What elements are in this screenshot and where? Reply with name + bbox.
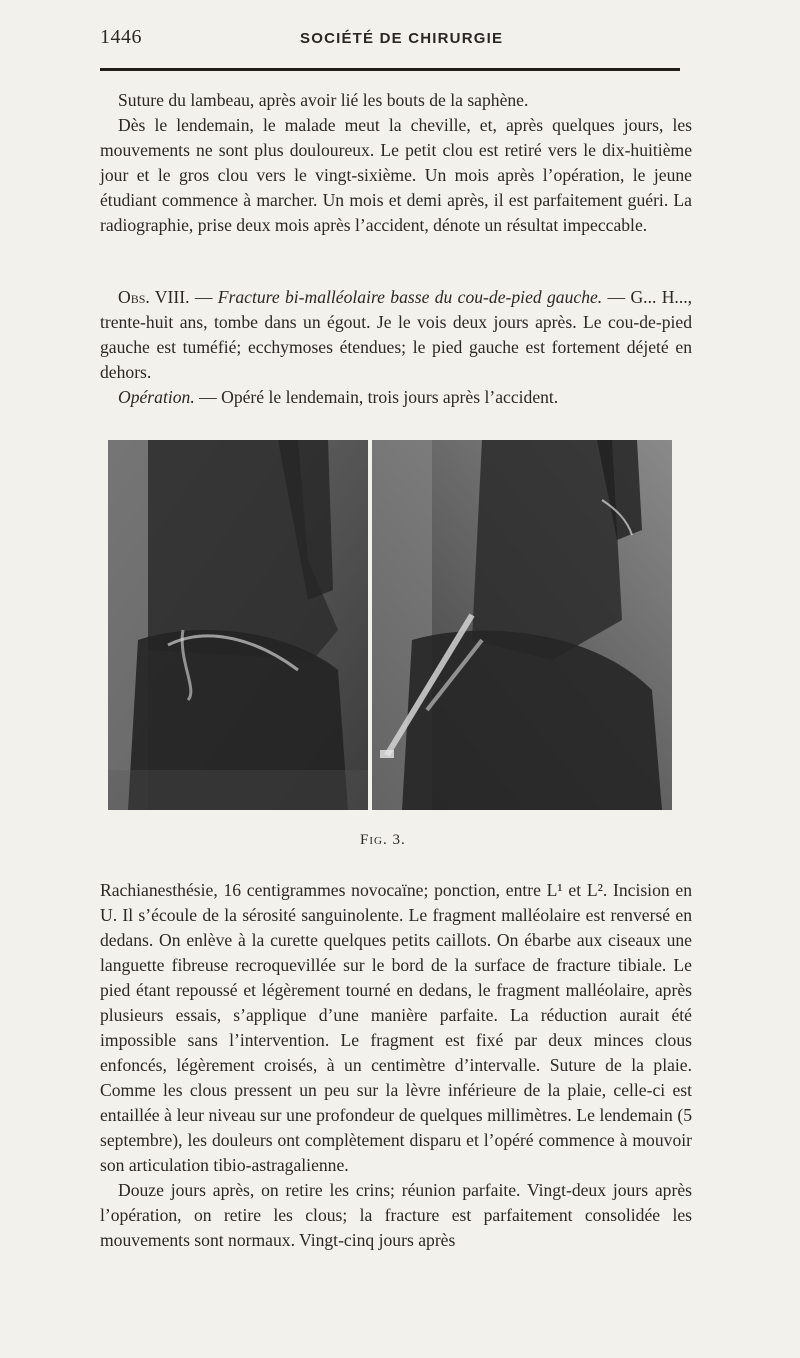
observation-dash: — [189, 287, 218, 307]
xray-right-drawing [372, 440, 672, 810]
paragraph: Douze jours après, on retire les crins; réunion parfaite. Vingt-deux jours après l’opération, on retire les clous; la fracture est parfaitement consolidée les mouvements sont normaux. Vingt-cinq jours après [100, 1180, 692, 1250]
xray-left-drawing [108, 440, 368, 810]
observation-title: Fracture bi-malléolaire basse du cou-de-pied gauche. [217, 287, 603, 307]
operation-paragraph [100, 385, 692, 410]
xray-figure [108, 440, 672, 810]
xray-image-left [108, 440, 368, 810]
observation-paragraph [100, 285, 692, 385]
text-block-3 [100, 878, 692, 1253]
page-number: 1446 [100, 26, 142, 48]
operation-label: Opération. [118, 387, 195, 407]
operation-text: — Opéré le lendemain, trois jours après l’accident. [194, 387, 559, 407]
text-block-2 [100, 285, 692, 410]
running-head: SOCIÉTÉ DE CHIRURGIE [300, 30, 504, 47]
paragraph: Suture du lambeau, après avoir lié les bouts de la saphène. [118, 90, 529, 110]
observation-label: Obs. VIII. [118, 287, 190, 307]
page-header [100, 24, 680, 54]
observation-text: — G... H..., trente-huit ans, tombe dans un égout. Je le vois deux jours après. Le cou-de-pied gauche est tuméfié; ecchymoses étendues; le pied gauche est fortement déjeté en dehors. [100, 287, 693, 382]
paragraph: Rachianesthésie, 16 centigrammes novocaïne; ponction, entre L¹ et L². Incision en U. Il s’écoule de la sérosité sanguinolente. Le fragment malléolaire est renversé en dedans. On enlève à la curette quelques petits caillots. On ébarbe aux ciseaux une languette fibreuse recroquevillée sur le bord de la surface de fracture tibiale. Le pied étant repoussé et légèrement tourné en dedans, le fragment malléolaire, après plusieurs essais, s’applique d’une manière parfaite. La réduction aurait été impossible sans l’intervention. Le fragment est fixé par deux minces clous enfoncés, légèrement croisés, à un centimètre d’intervalle. Suture de la plaie. Comme les clous pressent un peu sur la lèvre inférieure de la plaie, celle-ci est entaillée à leur niveau sur une profondeur de quelques millimètres. Le lendemain (5 septembre), les douleurs ont complètement disparu et l’opéré commence à mouvoir son articulation tibio-astragalienne. [100, 880, 692, 1175]
figure-caption-text: Fig. 3. [360, 832, 406, 848]
header-rule [100, 68, 680, 71]
paragraph: Dès le lendemain, le malade meut la cheville, et, après quelques jours, les mouvements ne sont plus douloureux. Le petit clou est retiré vers le dix-huitième jour et le gros clou vers le vingt-sixième. Un mois après l’opération, le jeune étudiant commence à marcher. Un mois et demi après, il est parfaitement guéri. La radiographie, prise deux mois après l’accident, dénote un résultat impeccable. [100, 115, 692, 235]
text-block-1 [100, 88, 692, 238]
xray-image-right [372, 440, 672, 810]
figure-caption [360, 832, 406, 849]
